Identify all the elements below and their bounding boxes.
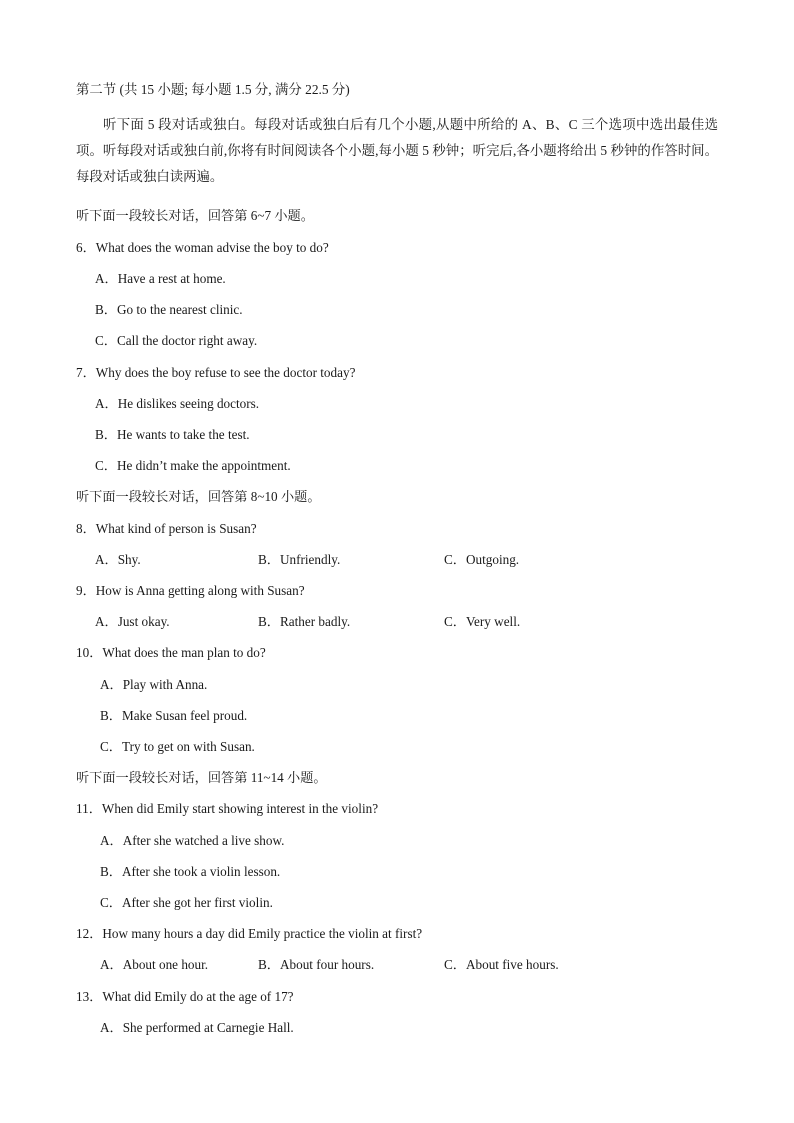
option-8a: A．Shy.	[95, 552, 141, 567]
option-10c: C．Try to get on with Susan.	[100, 739, 255, 754]
question-number: 6．	[76, 240, 96, 255]
question-text: What did Emily do at the age of 17?	[102, 989, 294, 1004]
question-11	[76, 800, 378, 818]
question-6	[76, 239, 329, 257]
question-number: 10．	[76, 645, 103, 660]
question-number: 8．	[76, 521, 96, 536]
question-7	[76, 364, 355, 382]
group-intro-2: 听下面一段较长对话，回答第 8~10 小题。	[76, 489, 321, 504]
question-8	[76, 520, 257, 538]
question-number: 9．	[76, 583, 96, 598]
option-12a: A．About one hour.	[100, 957, 209, 972]
option-11b: B．After she took a violin lesson.	[100, 864, 281, 879]
option-7b: B．He wants to take the test.	[95, 427, 250, 442]
question-12	[76, 925, 422, 943]
option-7a: A．He dislikes seeing doctors.	[95, 396, 260, 411]
option-12c: C．About five hours.	[444, 957, 559, 972]
group-intro-3: 听下面一段较长对话，回答第 11~14 小题。	[76, 770, 327, 785]
question-number: 11．	[76, 801, 102, 816]
question-text: What does the man plan to do?	[102, 645, 266, 660]
question-number: 7．	[76, 365, 96, 380]
option-8b: B．Unfriendly.	[258, 552, 341, 567]
question-13	[76, 988, 294, 1006]
question-text: What does the woman advise the boy to do?	[95, 240, 329, 255]
question-text: What kind of person is Susan?	[95, 521, 257, 536]
option-6b: B．Go to the nearest clinic.	[95, 302, 243, 317]
question-number: 12．	[76, 926, 103, 941]
option-11a: A．After she watched a live show.	[100, 833, 285, 848]
option-10b: B．Make Susan feel proud.	[100, 708, 248, 723]
option-6a: A．Have a rest at home.	[95, 271, 226, 286]
instructions-text: 听下面 5 段对话或独白。每段对话或独白后有几个小题,从题中所给的 A、B、C 三个选项中选出最佳选项。听每段对话或独白前,你将有时间阅读各个小题,每小题 5 秒钟；听完后,各小题将给出 5 秒钟的作答时间。每段对话或独白读两遍。	[76, 117, 718, 184]
option-10a: A．Play with Anna.	[100, 677, 208, 692]
option-9a: A．Just okay.	[95, 614, 170, 629]
question-text: When did Emily start showing interest in the violin?	[101, 801, 379, 816]
question-text: How is Anna getting along with Susan?	[95, 583, 305, 598]
option-6c: C．Call the doctor right away.	[95, 333, 258, 348]
question-9	[76, 582, 305, 600]
option-8c: C．Outgoing.	[444, 552, 520, 567]
option-12b: B．About four hours.	[258, 957, 375, 972]
option-13a: A．She performed at Carnegie Hall.	[100, 1020, 294, 1035]
option-9b: B．Rather badly.	[258, 614, 351, 629]
instructions	[76, 112, 718, 190]
option-7c: C．He didn’t make the appointment.	[95, 458, 291, 473]
question-number: 13．	[76, 989, 103, 1004]
section-title: 第二节 (共 15 小题; 每小题 1.5 分, 满分 22.5 分)	[76, 82, 350, 97]
question-text: Why does the boy refuse to see the doctor today?	[95, 365, 356, 380]
option-11c: C．After she got her first violin.	[100, 895, 273, 910]
option-9c: C．Very well.	[444, 614, 521, 629]
question-10	[76, 644, 266, 662]
question-text: How many hours a day did Emily practice the violin at first?	[102, 926, 423, 941]
group-intro-1: 听下面一段较长对话，回答第 6~7 小题。	[76, 208, 314, 223]
